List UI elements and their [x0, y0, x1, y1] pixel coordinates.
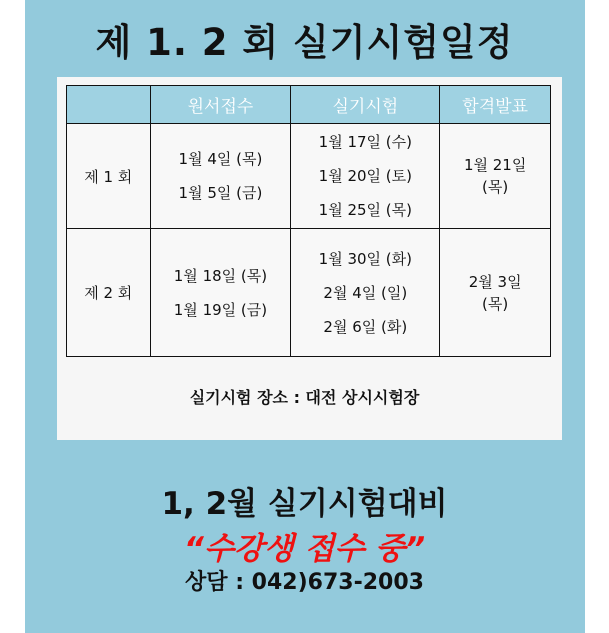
application-cell — [150, 229, 291, 357]
application-date: 1월 19일 (금) — [173, 300, 268, 319]
application-date: 1월 18일 (목) — [173, 266, 268, 285]
application-date: 1월 5일 (금) — [178, 184, 263, 202]
result-cell — [440, 124, 551, 229]
exam-cell — [291, 124, 440, 229]
table-row — [67, 229, 551, 357]
result-cell — [440, 229, 551, 357]
exam-date: 2월 4일 (일) — [323, 283, 408, 302]
enrollment-notice: “수강생 접수 중” — [183, 531, 426, 567]
exam-prep-heading: 1, 2월 실기시험대비 — [161, 486, 448, 522]
header-application: 원서접수 — [150, 86, 291, 124]
round-cell: 제 2 회 — [67, 229, 151, 357]
exam-date: 1월 30일 (화) — [318, 249, 412, 268]
header-result: 합격발표 — [440, 86, 551, 124]
header-exam: 실기시험 — [291, 86, 440, 124]
round-cell: 제 1 회 — [67, 124, 151, 229]
result-day: (목) — [482, 294, 509, 313]
schedule-table — [66, 85, 551, 357]
page-title: 제 1. 2 회 실기시험일정 — [95, 21, 514, 64]
exam-venue: 실기시험 장소 : 대전 상시시험장 — [189, 388, 420, 407]
exam-date: 1월 20일 (토) — [318, 167, 412, 185]
application-date: 1월 4일 (목) — [178, 150, 263, 168]
table-row — [67, 124, 551, 229]
exam-date: 1월 17일 (수) — [318, 133, 412, 151]
result-date: 1월 21일 — [463, 156, 527, 174]
exam-date: 2월 6일 (화) — [323, 317, 408, 336]
exam-cell — [291, 229, 440, 357]
contact-phone: 상담 : 042)673-2003 — [185, 570, 424, 595]
result-date: 2월 3일 — [468, 272, 522, 291]
exam-date: 1월 25일 (목) — [318, 201, 412, 219]
application-cell — [150, 124, 291, 229]
table-header-row — [67, 86, 551, 124]
header-blank — [67, 86, 151, 124]
result-day: (목) — [482, 178, 509, 196]
